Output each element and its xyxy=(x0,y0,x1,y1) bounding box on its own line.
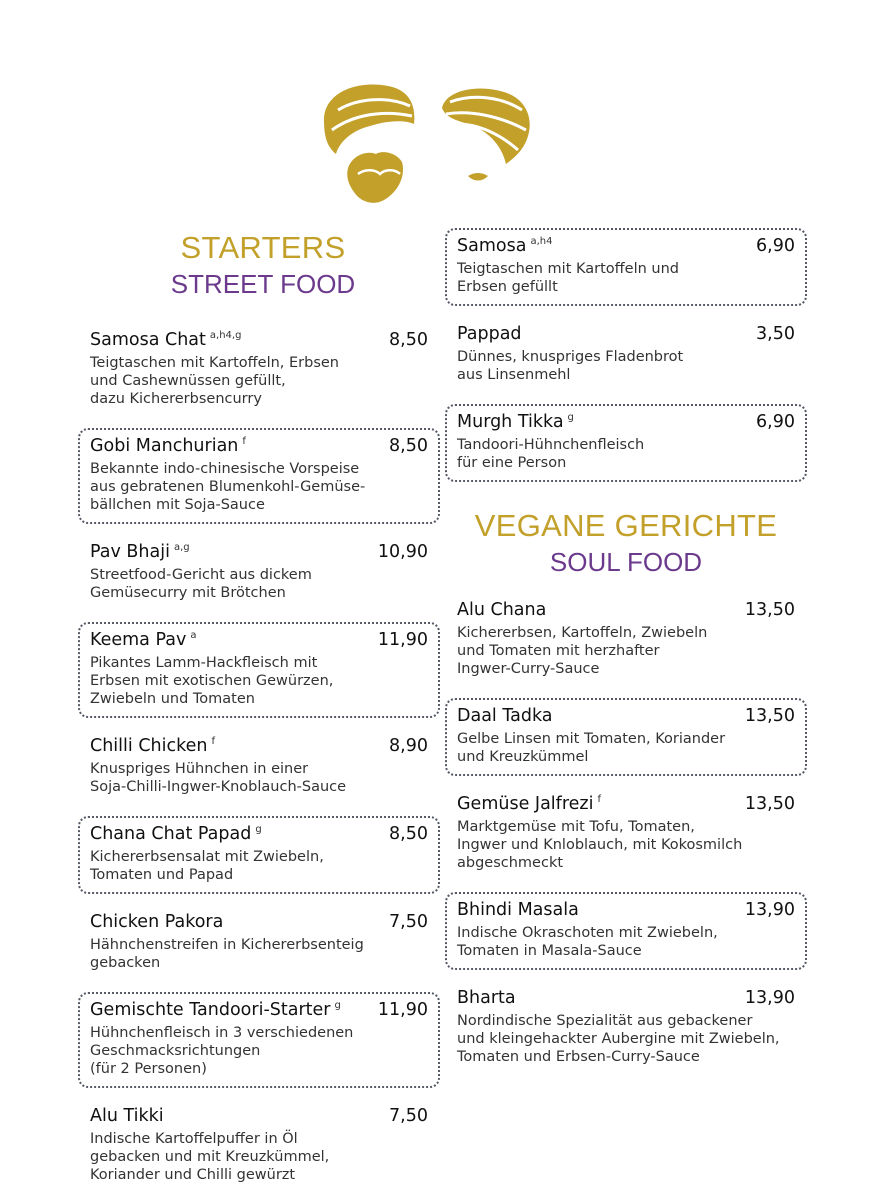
vegan-header xyxy=(445,508,807,578)
item-name: Samosa xyxy=(457,236,527,256)
item-allergens: g xyxy=(255,824,262,836)
desc-line: Erbsen gefüllt xyxy=(457,279,558,295)
item-price: 8,50 xyxy=(389,330,428,350)
item-description xyxy=(457,1012,795,1066)
desc-line: aus gebratenen Blumenkohl-Gemüse- xyxy=(90,479,366,495)
item-allergens: f xyxy=(242,436,246,448)
desc-line: bällchen mit Soja-Sauce xyxy=(90,497,265,513)
desc-line: Tomaten in Masala-Sauce xyxy=(457,943,642,959)
menu-item xyxy=(78,816,440,894)
starters-title: STARTERS xyxy=(180,230,346,265)
desc-line: Gelbe Linsen mit Tomaten, Koriander xyxy=(457,731,726,747)
menu-item xyxy=(78,992,440,1088)
item-allergens: g xyxy=(334,1000,341,1012)
menu-item xyxy=(445,698,807,776)
item-price: 11,90 xyxy=(377,630,428,650)
item-description xyxy=(90,354,428,408)
desc-line: Kichererbsen, Kartoffeln, Zwiebeln xyxy=(457,625,708,641)
item-description xyxy=(457,348,795,384)
desc-line: Koriander und Chilli gewürzt xyxy=(90,1167,296,1183)
item-price: 13,50 xyxy=(744,794,795,814)
desc-line: Geschmacksrichtungen xyxy=(90,1043,261,1059)
item-allergens: a xyxy=(190,630,197,642)
desc-line: Tandoori-Hühnchenfleisch xyxy=(457,437,645,453)
item-name: Samosa Chat xyxy=(90,330,206,350)
item-name: Gemischte Tandoori-Starter xyxy=(90,1000,331,1020)
desc-line: Indische Okraschoten mit Zwiebeln, xyxy=(457,925,718,941)
item-price: 3,50 xyxy=(756,324,795,344)
item-price: 7,50 xyxy=(389,1106,428,1126)
menu-item xyxy=(78,904,440,982)
item-price: 13,50 xyxy=(744,706,795,726)
desc-line: Ingwer und Knloblauch, mit Kokosmilch xyxy=(457,837,743,853)
item-price: 7,50 xyxy=(389,912,428,932)
item-description xyxy=(90,760,428,796)
item-name: Pav Bhaji xyxy=(90,542,170,562)
desc-line: Zwiebeln und Tomaten xyxy=(90,691,255,707)
desc-line: Indische Kartoffelpuffer in Öl xyxy=(90,1131,298,1147)
desc-line: Nordindische Spezialität aus gebackener xyxy=(457,1013,753,1029)
menu-item xyxy=(445,316,807,394)
item-description xyxy=(457,436,795,472)
menu-item xyxy=(78,1098,440,1194)
desc-line: für eine Person xyxy=(457,455,567,471)
desc-line: Bekannte indo-chinesische Vorspeise xyxy=(90,461,360,477)
item-name: Bhindi Masala xyxy=(457,900,579,920)
vegan-title: VEGANE GERICHTE xyxy=(474,508,778,543)
menu-item xyxy=(445,980,807,1076)
desc-line: abgeschmeckt xyxy=(457,855,564,871)
menu-item xyxy=(445,892,807,970)
item-price: 13,50 xyxy=(744,600,795,620)
item-name: Bharta xyxy=(457,988,516,1008)
desc-line: und Tomaten mit herzhafter xyxy=(457,643,660,659)
item-name: Alu Tikki xyxy=(90,1106,164,1126)
starters-header xyxy=(78,230,448,300)
desc-line: Tomaten und Papad xyxy=(90,867,234,883)
desc-line: Knuspriges Hühnchen in einer xyxy=(90,761,309,777)
desc-line: (für 2 Personen) xyxy=(90,1061,207,1077)
menu-item xyxy=(78,622,440,718)
desc-line: und Cashewnüssen gefüllt, xyxy=(90,373,286,389)
desc-line: und Kreuzkümmel xyxy=(457,749,589,765)
item-description xyxy=(457,624,795,678)
desc-line: Dünnes, knuspriges Fladenbrot xyxy=(457,349,684,365)
item-description xyxy=(90,1130,428,1184)
menu-item xyxy=(78,428,440,524)
item-price: 6,90 xyxy=(756,236,795,256)
desc-line: und kleingehackter Aubergine mit Zwiebeln, xyxy=(457,1031,780,1047)
vegan-subtitle: SOUL FOOD xyxy=(549,547,703,577)
item-allergens: a,h4 xyxy=(530,236,553,248)
desc-line: gebacken und mit Kreuzkümmel, xyxy=(90,1149,330,1165)
item-price: 11,90 xyxy=(377,1000,428,1020)
right-column xyxy=(445,228,807,1086)
item-name: Keema Pav xyxy=(90,630,187,650)
item-description xyxy=(90,936,428,972)
item-price: 8,50 xyxy=(389,824,428,844)
item-description xyxy=(457,818,795,872)
item-description xyxy=(457,730,795,766)
item-allergens: a,h4,g xyxy=(209,330,242,342)
item-name: Daal Tadka xyxy=(457,706,553,726)
desc-line: Teigtaschen mit Kartoffeln und xyxy=(457,261,679,277)
item-name: Murgh Tikka xyxy=(457,412,564,432)
desc-line: Soja-Chilli-Ingwer-Knoblauch-Sauce xyxy=(90,779,347,795)
left-column xyxy=(78,230,440,1204)
desc-line: Ingwer-Curry-Sauce xyxy=(457,661,600,677)
menu-item xyxy=(78,728,440,806)
item-price: 13,90 xyxy=(744,900,795,920)
item-price: 13,90 xyxy=(744,988,795,1008)
item-allergens: f xyxy=(597,794,601,806)
item-description xyxy=(90,654,428,708)
item-name: Alu Chana xyxy=(457,600,547,620)
desc-line: Teigtaschen mit Kartoffeln, Erbsen xyxy=(90,355,339,371)
desc-line: Tomaten und Erbsen-Curry-Sauce xyxy=(457,1049,700,1065)
item-name: Gemüse Jalfrezi xyxy=(457,794,594,814)
item-allergens: g xyxy=(567,412,574,424)
desc-line: Gemüsecurry mit Brötchen xyxy=(90,585,286,601)
logo-turban-faces xyxy=(318,80,568,210)
menu-item xyxy=(445,404,807,482)
item-name: Chicken Pakora xyxy=(90,912,224,932)
item-name: Chilli Chicken xyxy=(90,736,208,756)
item-description xyxy=(90,1024,428,1078)
menu-item xyxy=(445,786,807,882)
item-description xyxy=(457,924,795,960)
item-description xyxy=(90,848,428,884)
desc-line: Hühnchenfleisch in 3 verschiedenen xyxy=(90,1025,354,1041)
item-price: 8,90 xyxy=(389,736,428,756)
item-price: 10,90 xyxy=(377,542,428,562)
desc-line: Kichererbsensalat mit Zwiebeln, xyxy=(90,849,324,865)
desc-line: Marktgemüse mit Tofu, Tomaten, xyxy=(457,819,695,835)
desc-line: Erbsen mit exotischen Gewürzen, xyxy=(90,673,334,689)
item-price: 8,50 xyxy=(389,436,428,456)
menu-item xyxy=(78,534,440,612)
desc-line: Pikantes Lamm-Hackfleisch mit xyxy=(90,655,318,671)
desc-line: Hähnchenstreifen in Kichererbsenteig xyxy=(90,937,364,953)
desc-line: aus Linsenmehl xyxy=(457,367,571,383)
item-allergens: f xyxy=(211,736,216,748)
item-description xyxy=(457,260,795,296)
menu-item xyxy=(445,592,807,688)
item-price: 6,90 xyxy=(756,412,795,432)
item-name: Chana Chat Papad xyxy=(90,824,252,844)
item-description xyxy=(90,460,428,514)
desc-line: gebacken xyxy=(90,955,161,971)
starters-subtitle: STREET FOOD xyxy=(170,269,356,299)
menu-item xyxy=(445,228,807,306)
item-name: Pappad xyxy=(457,324,522,344)
menu-item xyxy=(78,322,440,418)
item-name: Gobi Manchurian xyxy=(90,436,239,456)
item-allergens: a,g xyxy=(173,542,190,554)
desc-line: Streetfood-Gericht aus dickem xyxy=(90,567,312,583)
item-description xyxy=(90,566,428,602)
desc-line: dazu Kichererbsencurry xyxy=(90,391,262,407)
